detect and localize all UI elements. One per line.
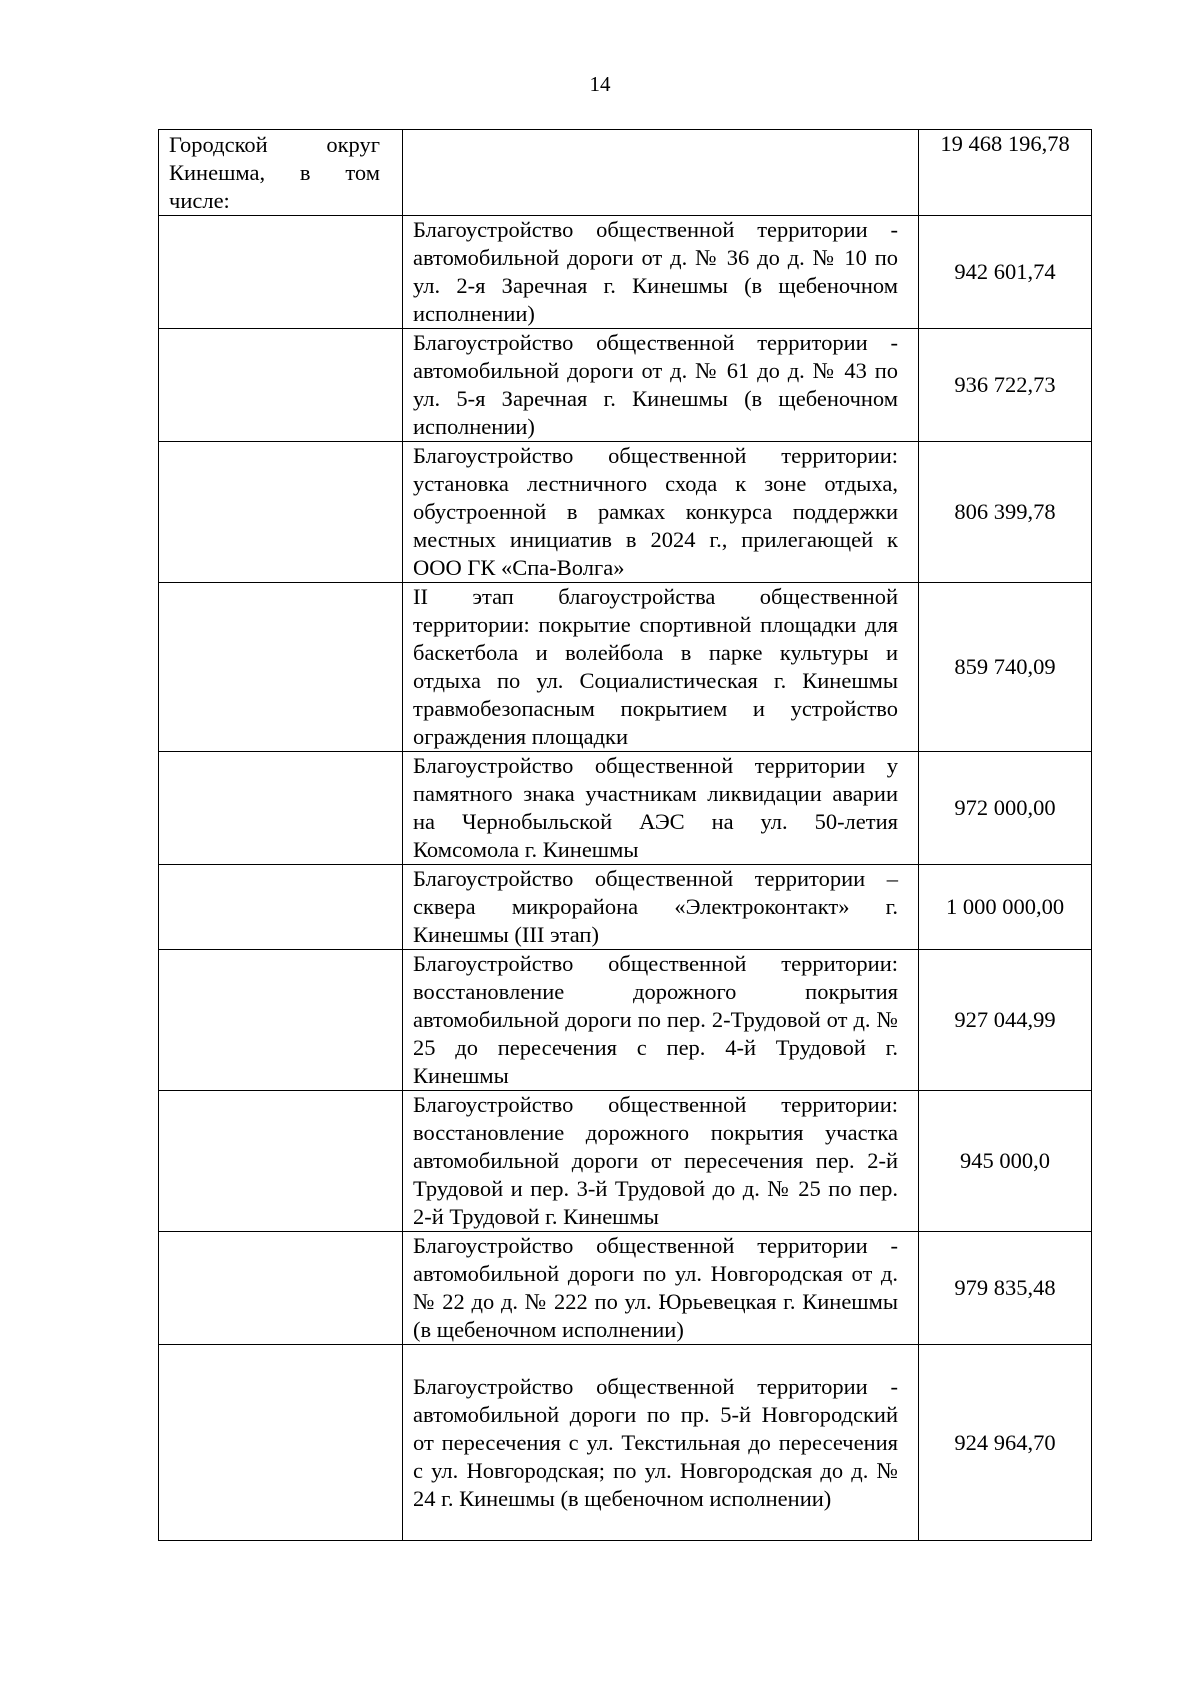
table-row: [159, 583, 1092, 752]
description-cell: Благоустройство общественной территории - автомобильной дороги по ул. Новгородская от д. № 22 до д. № 222 по ул. Юрьевецкая г. Кинешмы (в щебеночном исполнении): [403, 1232, 919, 1345]
amount-cell: 924 964,70: [919, 1345, 1092, 1541]
table-row: [159, 752, 1092, 865]
region-cell: [159, 216, 403, 329]
region-cell: [159, 1345, 403, 1541]
description-cell: Благоустройство общественной территории: восстановление дорожного покрытия участка автомобильной дороги от пересечения пер. 2-й Трудовой и пер. 3-й Трудовой до д. № 25 по пер. 2-й Трудовой г. Кинешмы: [403, 1091, 919, 1232]
region-cell: [159, 950, 403, 1091]
region-cell: [159, 752, 403, 865]
amount-cell: 972 000,00: [919, 752, 1092, 865]
page-number: 14: [589, 72, 611, 96]
description-cell: Благоустройство общественной территории у памятного знака участникам ликвидации аварии на Чернобыльской АЭС на ул. 50-летия Комсомола г. Кинешмы: [403, 752, 919, 865]
description-cell: Благоустройство общественной территории: установка лестничного схода к зоне отдыха, обустроенной в рамках конкурса поддержки местных инициатив в 2024 г., прилегающей к ООО ГК «Спа-Волга»: [403, 442, 919, 583]
description-cell: Благоустройство общественной территории - автомобильной дороги от д. № 36 до д. № 10 по ул. 2-я Заречная г. Кинешмы (в щебеночном исполнении): [403, 216, 919, 329]
amount-cell: 979 835,48: [919, 1232, 1092, 1345]
description-cell: II этап благоустройства общественной территории: покрытие спортивной площадки для баскетбола и волейбола в парке культуры и отдыха по ул. Социалистическая г. Кинешмы травмобезопасным покрытием и устройство ограждения площадки: [403, 583, 919, 752]
amount-cell: 942 601,74: [919, 216, 1092, 329]
table-row: [159, 1091, 1092, 1232]
table-row: [159, 442, 1092, 583]
table-row: [159, 950, 1092, 1091]
table-row: [159, 216, 1092, 329]
region-cell: [159, 1232, 403, 1345]
description-cell: Благоустройство общественной территории - автомобильной дороги по пр. 5-й Новгородский от пересечения с ул. Текстильная до пересечения с ул. Новгородская; по ул. Новгородская до д. № 24 г. Кинешмы (в щебеночном исполнении): [403, 1345, 919, 1541]
region-cell: [159, 583, 403, 752]
description-cell: [403, 130, 919, 216]
table-row-header: [159, 130, 1092, 216]
table-row: [159, 865, 1092, 950]
amount-cell: 1 000 000,00: [919, 865, 1092, 950]
region-cell: Городской округ Кинешма, в том числе:: [159, 130, 403, 216]
region-cell: [159, 442, 403, 583]
amount-cell: 806 399,78: [919, 442, 1092, 583]
region-cell: [159, 1091, 403, 1232]
total-amount-cell: 19 468 196,78: [919, 130, 1092, 216]
table-row: [159, 1232, 1092, 1345]
description-cell: Благоустройство общественной территории – сквера микрорайона «Электроконтакт» г. Кинешмы (III этап): [403, 865, 919, 950]
region-cell: [159, 865, 403, 950]
amount-cell: 927 044,99: [919, 950, 1092, 1091]
funding-table: [158, 129, 1092, 1541]
region-cell: [159, 329, 403, 442]
amount-cell: 945 000,0: [919, 1091, 1092, 1232]
table-row: [159, 1345, 1092, 1541]
table-row: [159, 329, 1092, 442]
description-cell: Благоустройство общественной территории: восстановление дорожного покрытия автомобильной дороги по пер. 2-Трудовой от д. № 25 до пересечения с пер. 4-й Трудовой г. Кинешмы: [403, 950, 919, 1091]
amount-cell: 936 722,73: [919, 329, 1092, 442]
description-cell: Благоустройство общественной территории - автомобильной дороги от д. № 61 до д. № 43 по ул. 5-я Заречная г. Кинешмы (в щебеночном исполнении): [403, 329, 919, 442]
amount-cell: 859 740,09: [919, 583, 1092, 752]
